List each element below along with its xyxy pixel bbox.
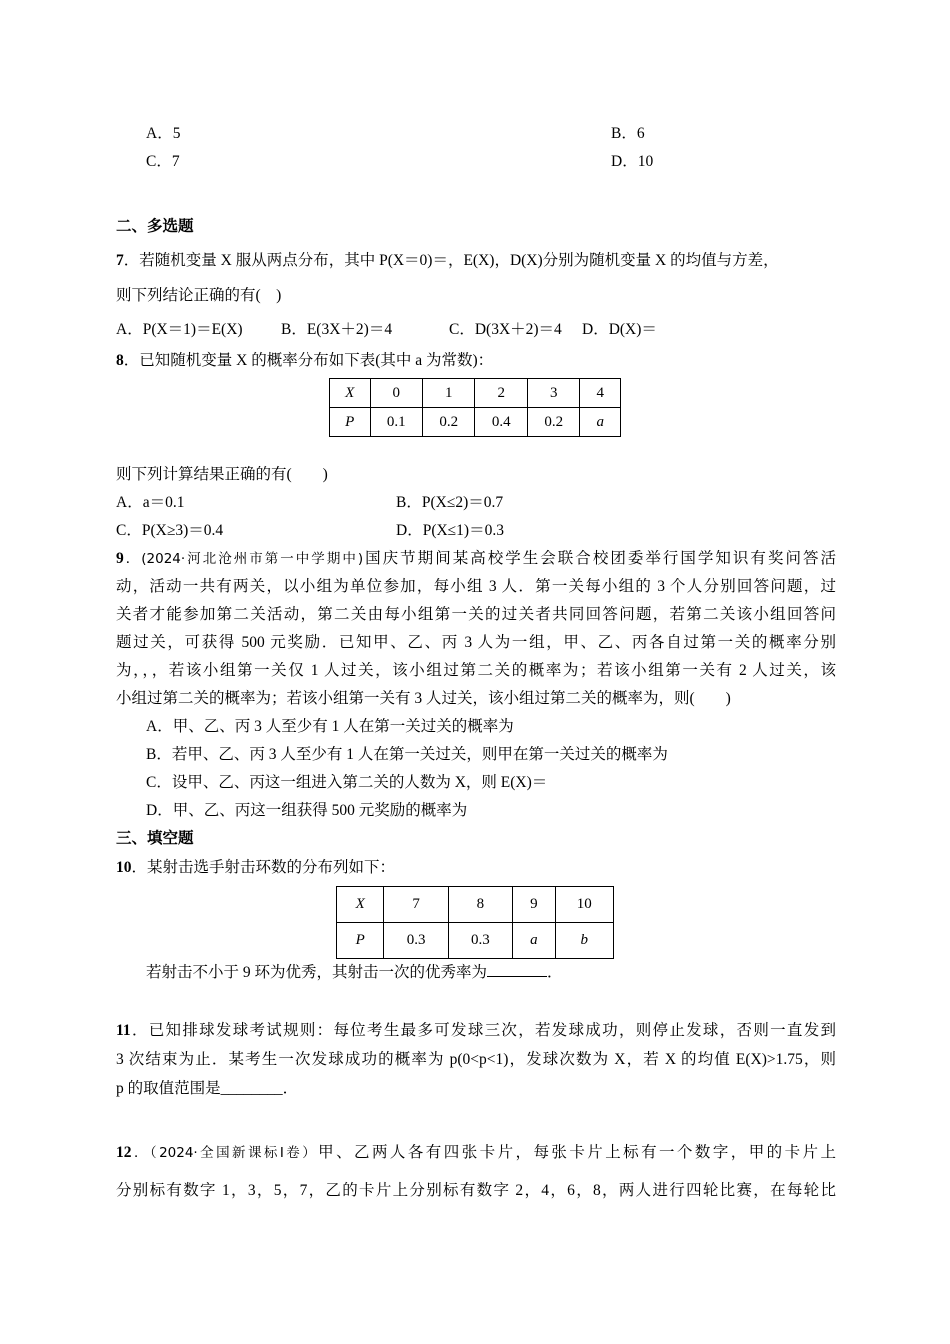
q11-answer-blank: ________ (220, 1080, 283, 1097)
q8-table-cell: 0.2 (423, 408, 475, 437)
q9-line4: 题过关，可获得 500 元奖励．已知甲、乙、丙 3 人为一组，甲、乙、丙各自过第一关的概率分别 (116, 634, 836, 651)
q8-option-a: A．a＝0.1 (116, 494, 185, 511)
q7-option-c: C．D(3X＋2)＝4 (449, 321, 562, 338)
q9-option-d: D．甲、乙、丙这一组获得 500 元奖励的概率为 (146, 802, 468, 819)
q6-option-b: B．6 (611, 125, 645, 142)
q11-line1 (116, 1021, 836, 1041)
q11-line3-text: p 的取值范围是 (116, 1080, 221, 1097)
q8-table-cell: 0 (370, 379, 422, 408)
q7-line2: 则下列结论正确的有( ) (116, 287, 282, 304)
q10-distribution-table (336, 886, 614, 959)
q11-end: ． (282, 1080, 299, 1097)
q11-line3 (116, 1079, 298, 1099)
q8-question: 则下列计算结果正确的有( ) (116, 466, 328, 483)
q8-table-cell: 2 (475, 379, 527, 408)
q10-stem (116, 858, 395, 878)
q7-text: ．若随机变量 X 服从两点分布，其中 P(X＝0)＝，E(X)，D(X)分别为随机变量 X 的均值与方差， (123, 252, 779, 269)
q8-option-d: D．P(X≤1)＝0.3 (396, 522, 504, 539)
q9-line3: 关者才能参加第二关活动，第二关由每小组第一关的过关者共同回答问题，若第二关该小组回答问 (116, 606, 836, 623)
q8-table-cell: a (580, 408, 621, 437)
q10-table-cell: 9 (513, 887, 555, 923)
q8-table-cell: 0.2 (527, 408, 579, 437)
q10-table-cell: a (513, 923, 555, 959)
q10-end: ． (547, 964, 563, 981)
q10-number: 10 (116, 859, 132, 876)
q10-table-cell: X (337, 887, 384, 923)
q10-question-text: 若射击不小于 9 环为优秀，其射击一次的优秀率为 (146, 964, 488, 981)
q8-distribution-table (329, 378, 621, 437)
q11-text: ．已知排球发球考试规则：每位考生最多可发球三次，若发球成功，则停止发球，否则一直发到 (130, 1022, 836, 1039)
q10-question (146, 960, 563, 983)
section-title-multi-choice: 二、多选题 (116, 218, 194, 235)
q8-table-cell: 4 (580, 379, 621, 408)
q10-table-cell: 10 (555, 887, 613, 923)
section-title-fill-blank: 三、填空题 (116, 830, 194, 847)
q8-table-cell: 3 (527, 379, 579, 408)
q9-line5: 为，，，若该小组第一关仅 1 人过关，该小组过第二关的概率为；若该小组第一关有 2 人过关，该 (116, 662, 836, 679)
q9-text: 国庆节期间某高校学生会联合校团委举行国学知识有奖问答活 (363, 550, 836, 567)
q6-option-c: C．7 (146, 153, 180, 170)
q8-option-b: B．P(X≤2)＝0.7 (396, 494, 504, 511)
q7-number: 7 (116, 252, 124, 269)
q9-number: 9 (116, 550, 124, 567)
q12-line1 (116, 1143, 836, 1163)
q8-table-cell: P (330, 408, 371, 437)
q7-option-a: A．P(X＝1)＝E(X) (116, 321, 243, 338)
q9-line1 (116, 549, 836, 569)
q9-source: ．(2024·河北沧州市第一中学期中) (123, 551, 364, 567)
q8-stem (116, 351, 493, 371)
q9-line2: 动，活动一共有两关，以小组为单位参加，每小组 3 人．第一关每小组的 3 个人分别回答问题，过 (116, 578, 836, 595)
q10-table-cell: P (337, 923, 384, 959)
q10-answer-blank (487, 960, 547, 977)
q12-number: 12 (116, 1144, 132, 1161)
q10-table-cell: 8 (448, 887, 512, 923)
q12-text: 甲、乙两人各有四张卡片，每张卡片上标有一个数字，甲的卡片上 (318, 1144, 836, 1161)
q8-option-c: C．P(X≥3)＝0.4 (116, 522, 224, 539)
q11-number: 11 (116, 1022, 131, 1039)
q8-table-cell: X (330, 379, 371, 408)
q9-line6: 小组过第二关的概率为；若该小组第一关有 3 人过关，该小组过第二关的概率为，则( ) (116, 690, 731, 707)
q10-table-cell: b (555, 923, 613, 959)
q9-option-a: A．甲、乙、丙 3 人至少有 1 人在第一关过关的概率为 (146, 718, 514, 735)
q8-text: ．已知随机变量 X 的概率分布如下表(其中 a 为常数)： (123, 352, 494, 369)
q6-option-a: A．5 (146, 125, 181, 142)
q10-table-cell: 0.3 (448, 923, 512, 959)
q9-option-c: C．设甲、乙、丙这一组进入第二关的人数为 X，则 E(X)＝ (146, 774, 548, 791)
q10-table-cell: 7 (384, 887, 448, 923)
q7-line1 (116, 251, 779, 271)
q12-line2: 分别标有数字 1，3，5，7，乙的卡片上分别标有数字 2，4，6，8，两人进行四轮比赛，在每轮比 (116, 1182, 836, 1199)
q6-option-d: D．10 (611, 153, 654, 170)
q10-table-cell: 0.3 (384, 923, 448, 959)
q8-table-cell: 1 (423, 379, 475, 408)
q11-line2: 3 次结束为止．某考生一次发球成功的概率为 p(0<p<1)，发球次数为 X，若 X 的均值 E(X)>1.75，则 (116, 1051, 836, 1068)
q9-option-b: B．若甲、乙、丙 3 人至少有 1 人在第一关过关，则甲在第一关过关的概率为 (146, 746, 668, 763)
q10-text: ．某射击选手射击环数的分布列如下： (131, 859, 396, 876)
q7-option-b: B．E(3X＋2)＝4 (281, 321, 393, 338)
q8-table-cell: 0.1 (370, 408, 422, 437)
q7-option-d: D．D(X)＝ (582, 321, 657, 338)
q8-table-cell: 0.4 (475, 408, 527, 437)
q12-source: ．（2024·全国新课标Ⅰ卷） (131, 1145, 319, 1161)
q8-number: 8 (116, 352, 124, 369)
